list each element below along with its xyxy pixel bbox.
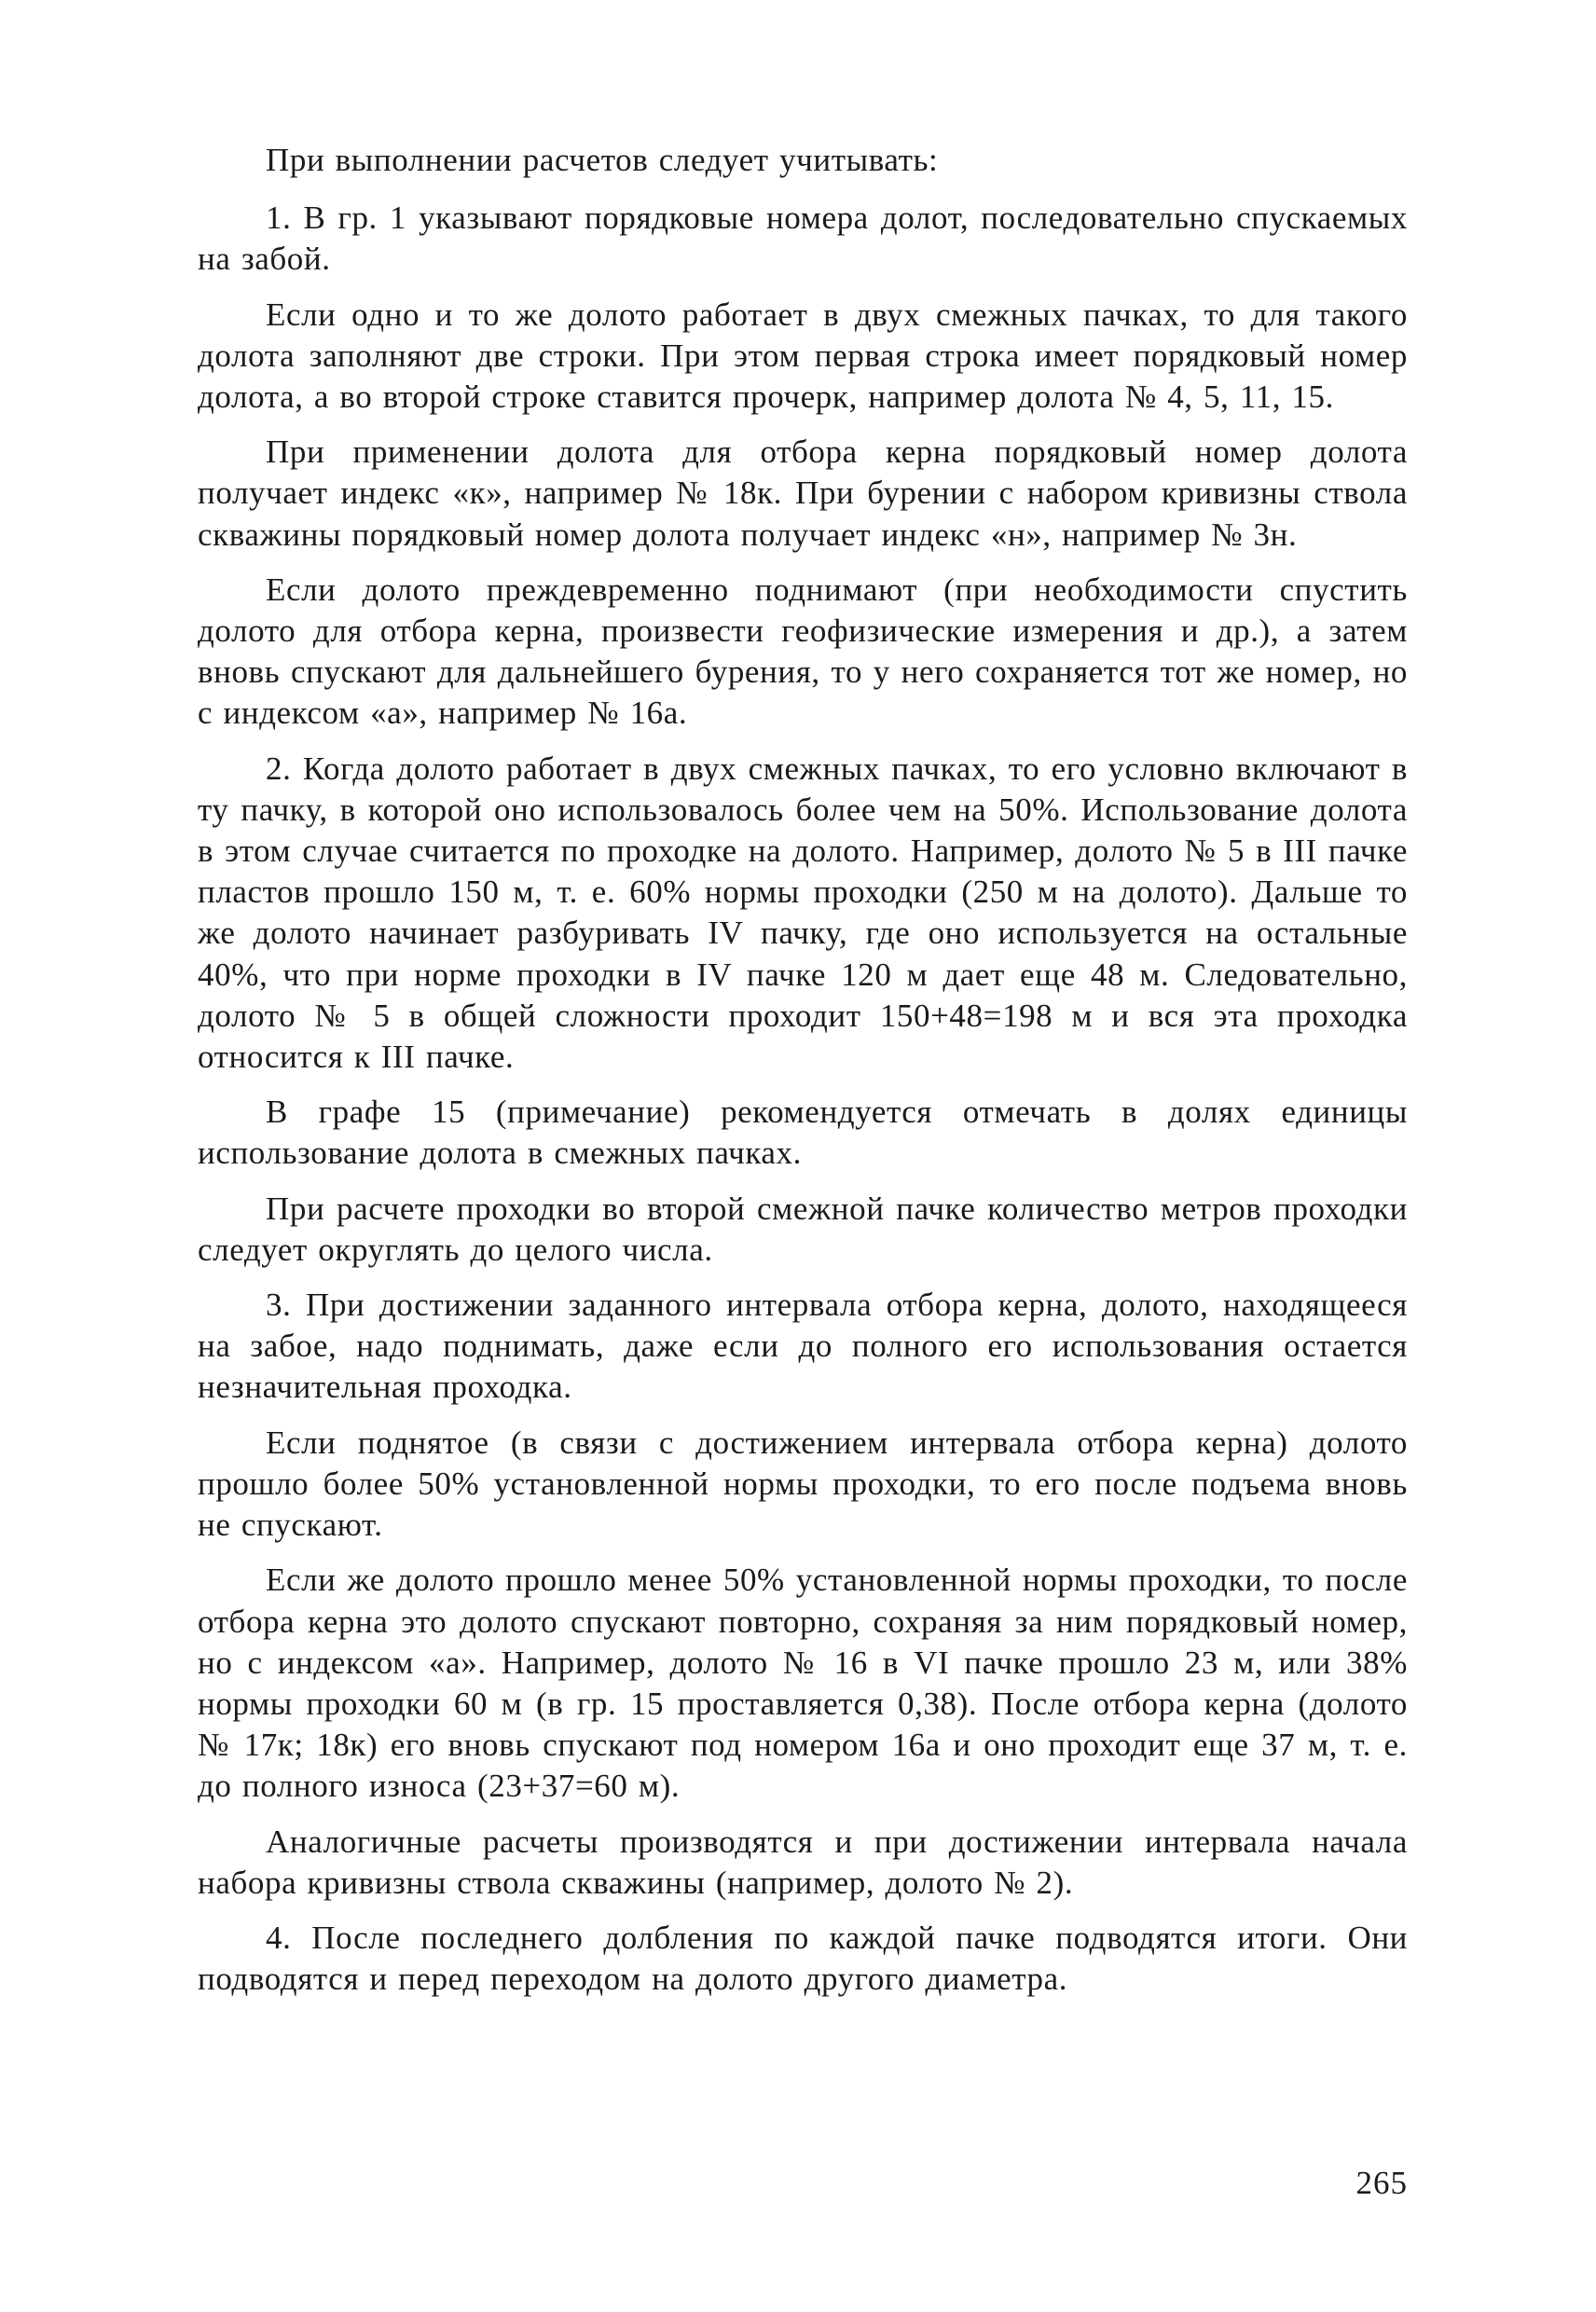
page-body <box>198 140 1408 2201</box>
paragraph-item-4-totals: 4. После последнего долбления по каждой пачке подводятся итоги. Они подводятся и перед переходом на долото другого диаметра. <box>198 1919 1408 1998</box>
paragraph-adjacent-packs-two-rows: Если одно и то же долото работает в двух смежных пачках, то для такого долота заполняют две строки. При этом первая строка имеет порядковый номер долота, а во второй строке ставится прочерк, например долота № 4, 5, 11, 15. <box>198 296 1408 416</box>
paragraph-column-15-note: В графе 15 (примечание) рекомендуется отмечать в долях единицы использование долота в смежных пачках. <box>198 1094 1408 1172</box>
paragraph-core-index: При применении долота для отбора керна порядковый номер долота получает индекс «к», например № 18к. При бурении с набором кривизны ствола скважины порядковый номер долота получает индекс «н», например № 3н. <box>198 434 1408 553</box>
paragraph-premature-lift: Если долото преждевременно поднимают (при необходимости спустить долото для отбора керна, произвести геофизические измерения и др.), а затем вновь спускают для дальнейшего бурения, то у него сохраняется тот же номер, но с индексом «а», например № 16а. <box>198 571 1408 732</box>
paragraph-item-2-adjacent-packs: 2. Когда долото работает в двух смежных пачках, то его условно включают в ту пачку, в которой оно использовалось более чем на 50%. Использование долота в этом случае считается по проходке на долото. Например, долото № 5 в III пачке пластов прошло 150 м, т. е. 60% нормы проходки (250 м на долото). Дальше то же долото начинает разбуривать IV пачку, где оно используется на остальные 40%, что при норме проходки в IV пачке 120 м дает еще 48 м. Следовательно, долото № 5 в общей сложности проходит 150+48=198 м и вся эта проходка относится к III пачке. <box>198 750 1408 1076</box>
page-number: 265 <box>1355 2165 1408 2201</box>
paragraph-item-1-bit-numbers: 1. В гр. 1 указывают порядковые номера долот, последовательно спускаемых на забой. <box>198 200 1408 278</box>
paragraph-item-3-core-interval: 3. При достижении заданного интервала отбора керна, долото, находящееся на забое, надо поднимать, даже если до полного его использования остается незначительная проходка. <box>198 1287 1408 1406</box>
paragraph-more-than-50: Если поднятое (в связи с достижением интервала отбора керна) долото прошло более 50% установленной нормы проходки, то его после подъема вновь не спускают. <box>198 1424 1408 1544</box>
paragraph-curvature-analogy: Аналогичные расчеты производятся и при достижении интервала начала набора кривизны ствола скважины (например, долото № 2). <box>198 1823 1408 1901</box>
paragraph-less-than-50: Если же долото прошло менее 50% установленной нормы проходки, то после отбора керна это долото спускают повторно, сохраняя за ним порядковый номер, но с индексом «а». Например, долото № 16 в VI пачке прошло 23 м, или 38% нормы проходки 60 м (в гр. 15 проставляется 0,38). После отбора керна (долото № 17к; 18к) его вновь спускают под номером 16а и оно проходит еще 37 м, т. е. до полного износа (23+37=60 м). <box>198 1562 1408 1805</box>
paragraph-rounding: При расчете проходки во второй смежной пачке количество метров проходки следует округлять до целого числа. <box>198 1190 1408 1268</box>
intro-paragraph: При выполнении расчетов следует учитывать: <box>266 142 939 178</box>
